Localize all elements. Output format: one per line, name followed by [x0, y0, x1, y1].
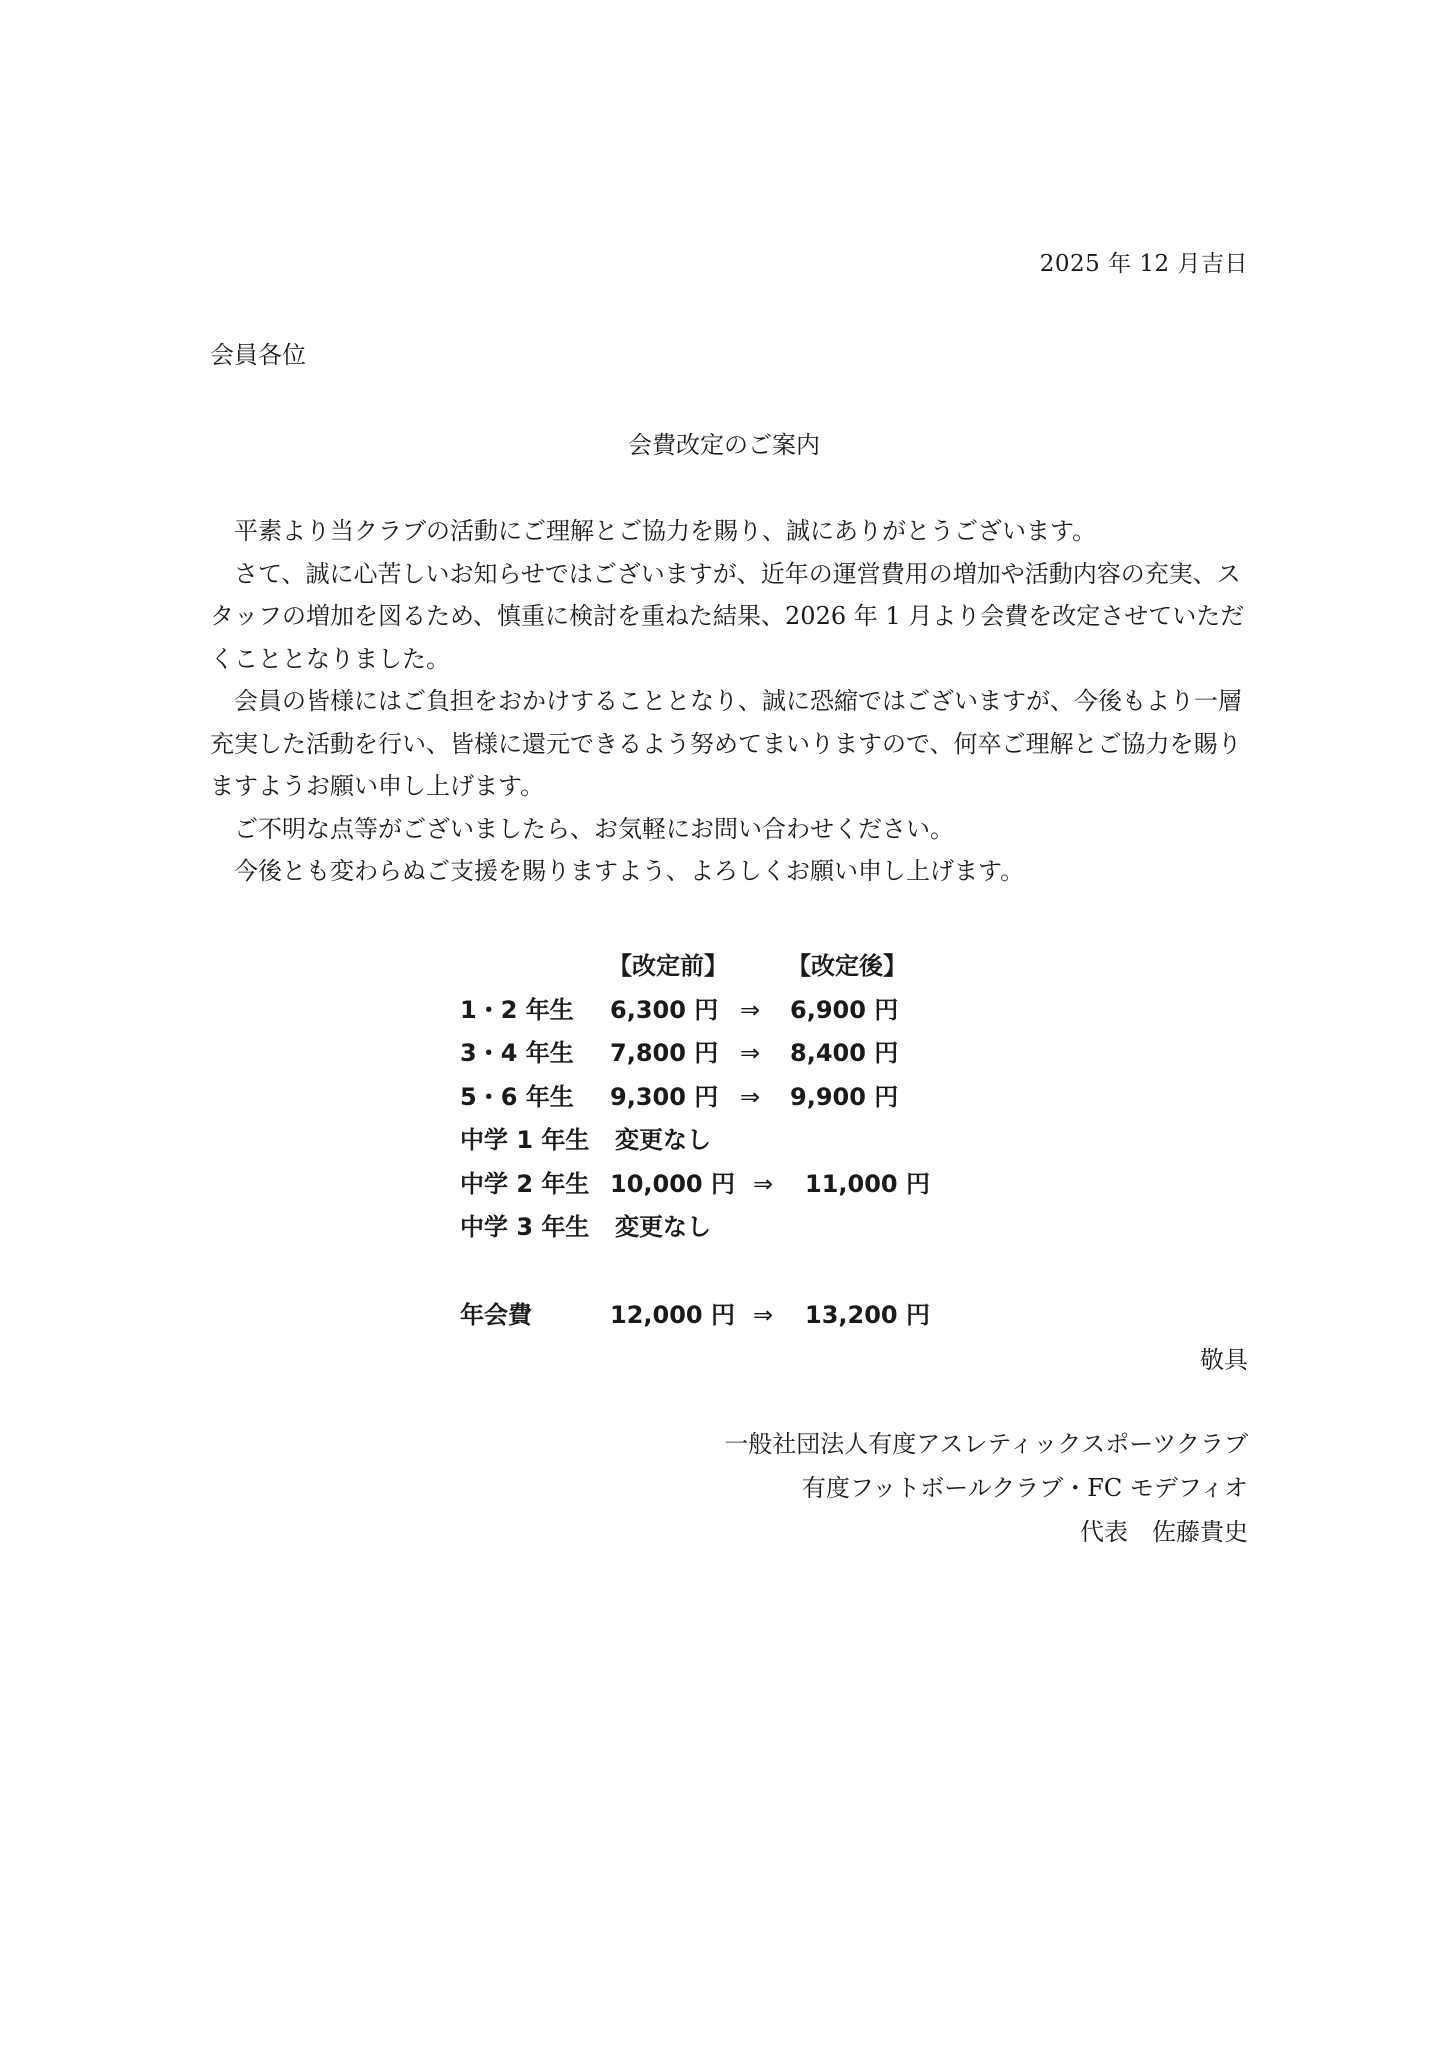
- recipient: 会員各位: [210, 341, 306, 369]
- signature-club: 有度フットボールクラブ・FC モデフィオ: [801, 1474, 1248, 1502]
- annual-fee-after: 13,200 円: [805, 1301, 930, 1329]
- signature-block: [724, 1422, 1248, 1554]
- fee-after: 6,900 円: [790, 995, 899, 1024]
- signature-representative: 代表 佐藤貴史: [1080, 1518, 1248, 1546]
- header-after: 【改定後】: [787, 952, 907, 980]
- arrow-icon: ⇒: [740, 995, 761, 1024]
- annual-fee-before: 12,000 円: [610, 1301, 735, 1329]
- fee-after: 11,000 円: [805, 1169, 930, 1198]
- body-paragraph: ご不明な点等がございましたら、お気軽にお問い合わせください。: [210, 814, 954, 843]
- body-paragraph: さて、誠に心苦しいお知らせではございますが、近年の運営費用の増加や活動内容の充実、スタッフの増加を図るため、慎重に検討を重ねた結果、2026 年 1 月より会費を改定させていただくこととなりました。: [210, 559, 1245, 673]
- arrow-icon: ⇒: [753, 1301, 774, 1329]
- fee-note: 変更なし: [615, 1126, 711, 1154]
- fee-grade: 1・2 年生: [460, 995, 574, 1024]
- arrow-icon: ⇒: [753, 1169, 774, 1198]
- fee-grade: 3・4 年生: [460, 1039, 574, 1067]
- signature-org: 一般社団法人有度アスレティックスポーツクラブ: [724, 1430, 1248, 1458]
- fee-after: 8,400 円: [790, 1039, 899, 1067]
- letter-title: 会費改定のご案内: [628, 431, 820, 459]
- body-paragraph: 会員の皆様にはご負担をおかけすることとなり、誠に恐縮ではございますが、今後もより一層充実した活動を行い、皆様に還元できるよう努めてまいりますので、何卒ご理解とご協力を賜りますようお願い申し上げます。: [210, 687, 1242, 800]
- fee-grade: 中学 3 年生: [460, 1213, 590, 1241]
- fee-before: 7,800 円: [610, 1039, 719, 1067]
- closing-word: 敬具: [1200, 1346, 1248, 1374]
- fee-grade: 5・6 年生: [460, 1082, 574, 1111]
- letter-body: [210, 510, 1250, 893]
- fee-before: 6,300 円: [610, 995, 719, 1024]
- letter-date: 2025 年 12 月吉日: [1039, 251, 1248, 277]
- fee-after: 9,900 円: [790, 1082, 899, 1111]
- header-before: 【改定前】: [608, 952, 728, 980]
- body-paragraph: 平素より当クラブの活動にご理解とご協力を賜り、誠にありがとうございます。: [210, 517, 1097, 545]
- fee-before: 10,000 円: [610, 1169, 735, 1198]
- arrow-icon: ⇒: [740, 1082, 761, 1111]
- fee-note: 変更なし: [615, 1213, 711, 1241]
- fee-grade: 中学 2 年生: [460, 1169, 590, 1198]
- body-paragraph: 今後とも変わらぬご支援を賜りますよう、よろしくお願い申し上げます。: [210, 857, 1025, 885]
- fee-grade: 中学 1 年生: [460, 1126, 590, 1154]
- annual-fee-label: 年会費: [460, 1301, 532, 1329]
- fee-before: 9,300 円: [610, 1082, 719, 1111]
- arrow-icon: ⇒: [740, 1039, 761, 1067]
